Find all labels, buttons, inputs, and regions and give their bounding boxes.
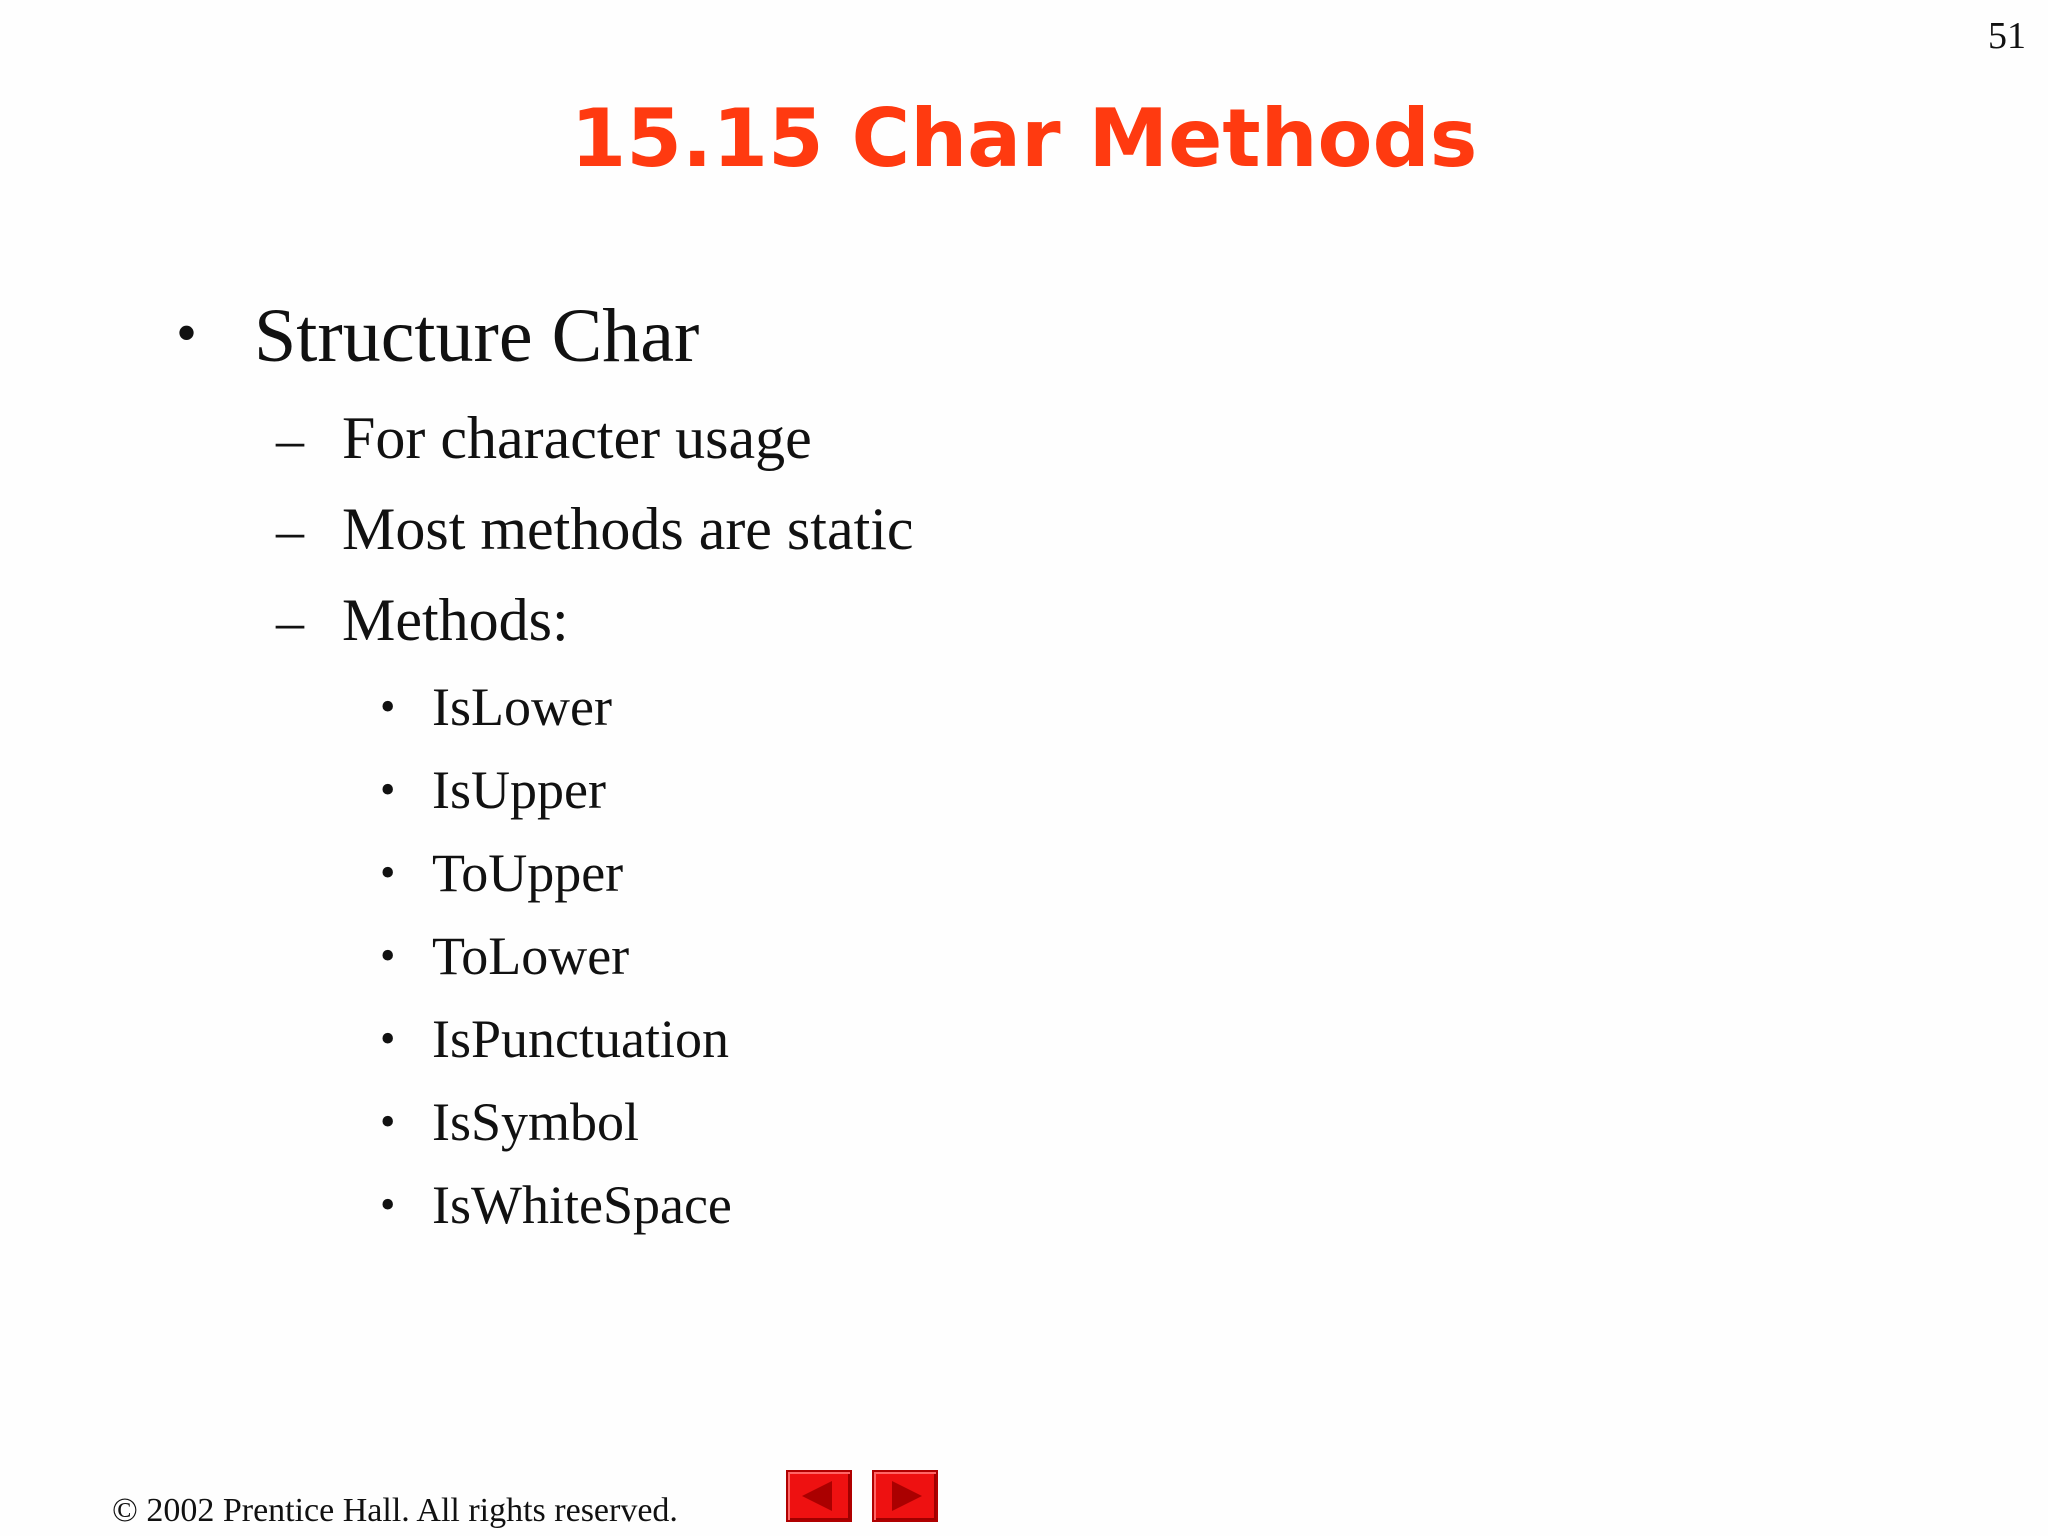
- method-list-item: [380, 926, 630, 986]
- method-name: IsPunctuation: [432, 1009, 729, 1069]
- bullet-icon: •: [380, 1097, 396, 1146]
- triangle-left-icon: [788, 1472, 850, 1520]
- method-list-item: [380, 760, 606, 820]
- method-list-item: [380, 1009, 729, 1069]
- bullet-icon: •: [380, 682, 396, 731]
- bullet-level2-text: For character usage: [342, 405, 812, 471]
- method-name: IsWhiteSpace: [432, 1175, 732, 1235]
- dash-icon: –: [276, 591, 304, 653]
- method-list-item: [380, 843, 624, 903]
- previous-slide-button[interactable]: [786, 1470, 852, 1522]
- bullet-level2-text: Most methods are static: [342, 496, 914, 562]
- method-name: IsLower: [432, 677, 612, 737]
- bullet-icon: •: [380, 1014, 396, 1063]
- dash-icon: –: [276, 409, 304, 471]
- bullet-level2-item: [276, 405, 812, 471]
- method-name: IsSymbol: [432, 1092, 640, 1152]
- dash-icon: –: [276, 500, 304, 562]
- bullet-level1: [176, 294, 700, 378]
- bullet-level1-text: Structure Char: [254, 294, 700, 378]
- bullet-icon: •: [380, 931, 396, 980]
- bullet-level2-item: [276, 496, 914, 562]
- bullet-icon: •: [380, 848, 396, 897]
- method-name: ToUpper: [432, 843, 624, 903]
- copyright-footer: © 2002 Prentice Hall. All rights reserved.: [112, 1492, 678, 1529]
- bullet-level2-text: Methods:: [342, 587, 569, 653]
- next-slide-button[interactable]: [872, 1470, 938, 1522]
- method-list-item: [380, 1092, 640, 1152]
- slide-title: 15.15 Char Methods: [570, 92, 1478, 185]
- method-list-item: [380, 1175, 732, 1235]
- bullet-level2-item: [276, 587, 569, 653]
- bullet-icon: •: [380, 765, 396, 814]
- bullet-icon: •: [176, 300, 198, 366]
- method-name: ToLower: [432, 926, 630, 986]
- method-list-item: [380, 677, 612, 737]
- page-number: 51: [1988, 15, 2026, 57]
- method-name: IsUpper: [432, 760, 606, 820]
- triangle-right-icon: [874, 1472, 936, 1520]
- bullet-icon: •: [380, 1180, 396, 1229]
